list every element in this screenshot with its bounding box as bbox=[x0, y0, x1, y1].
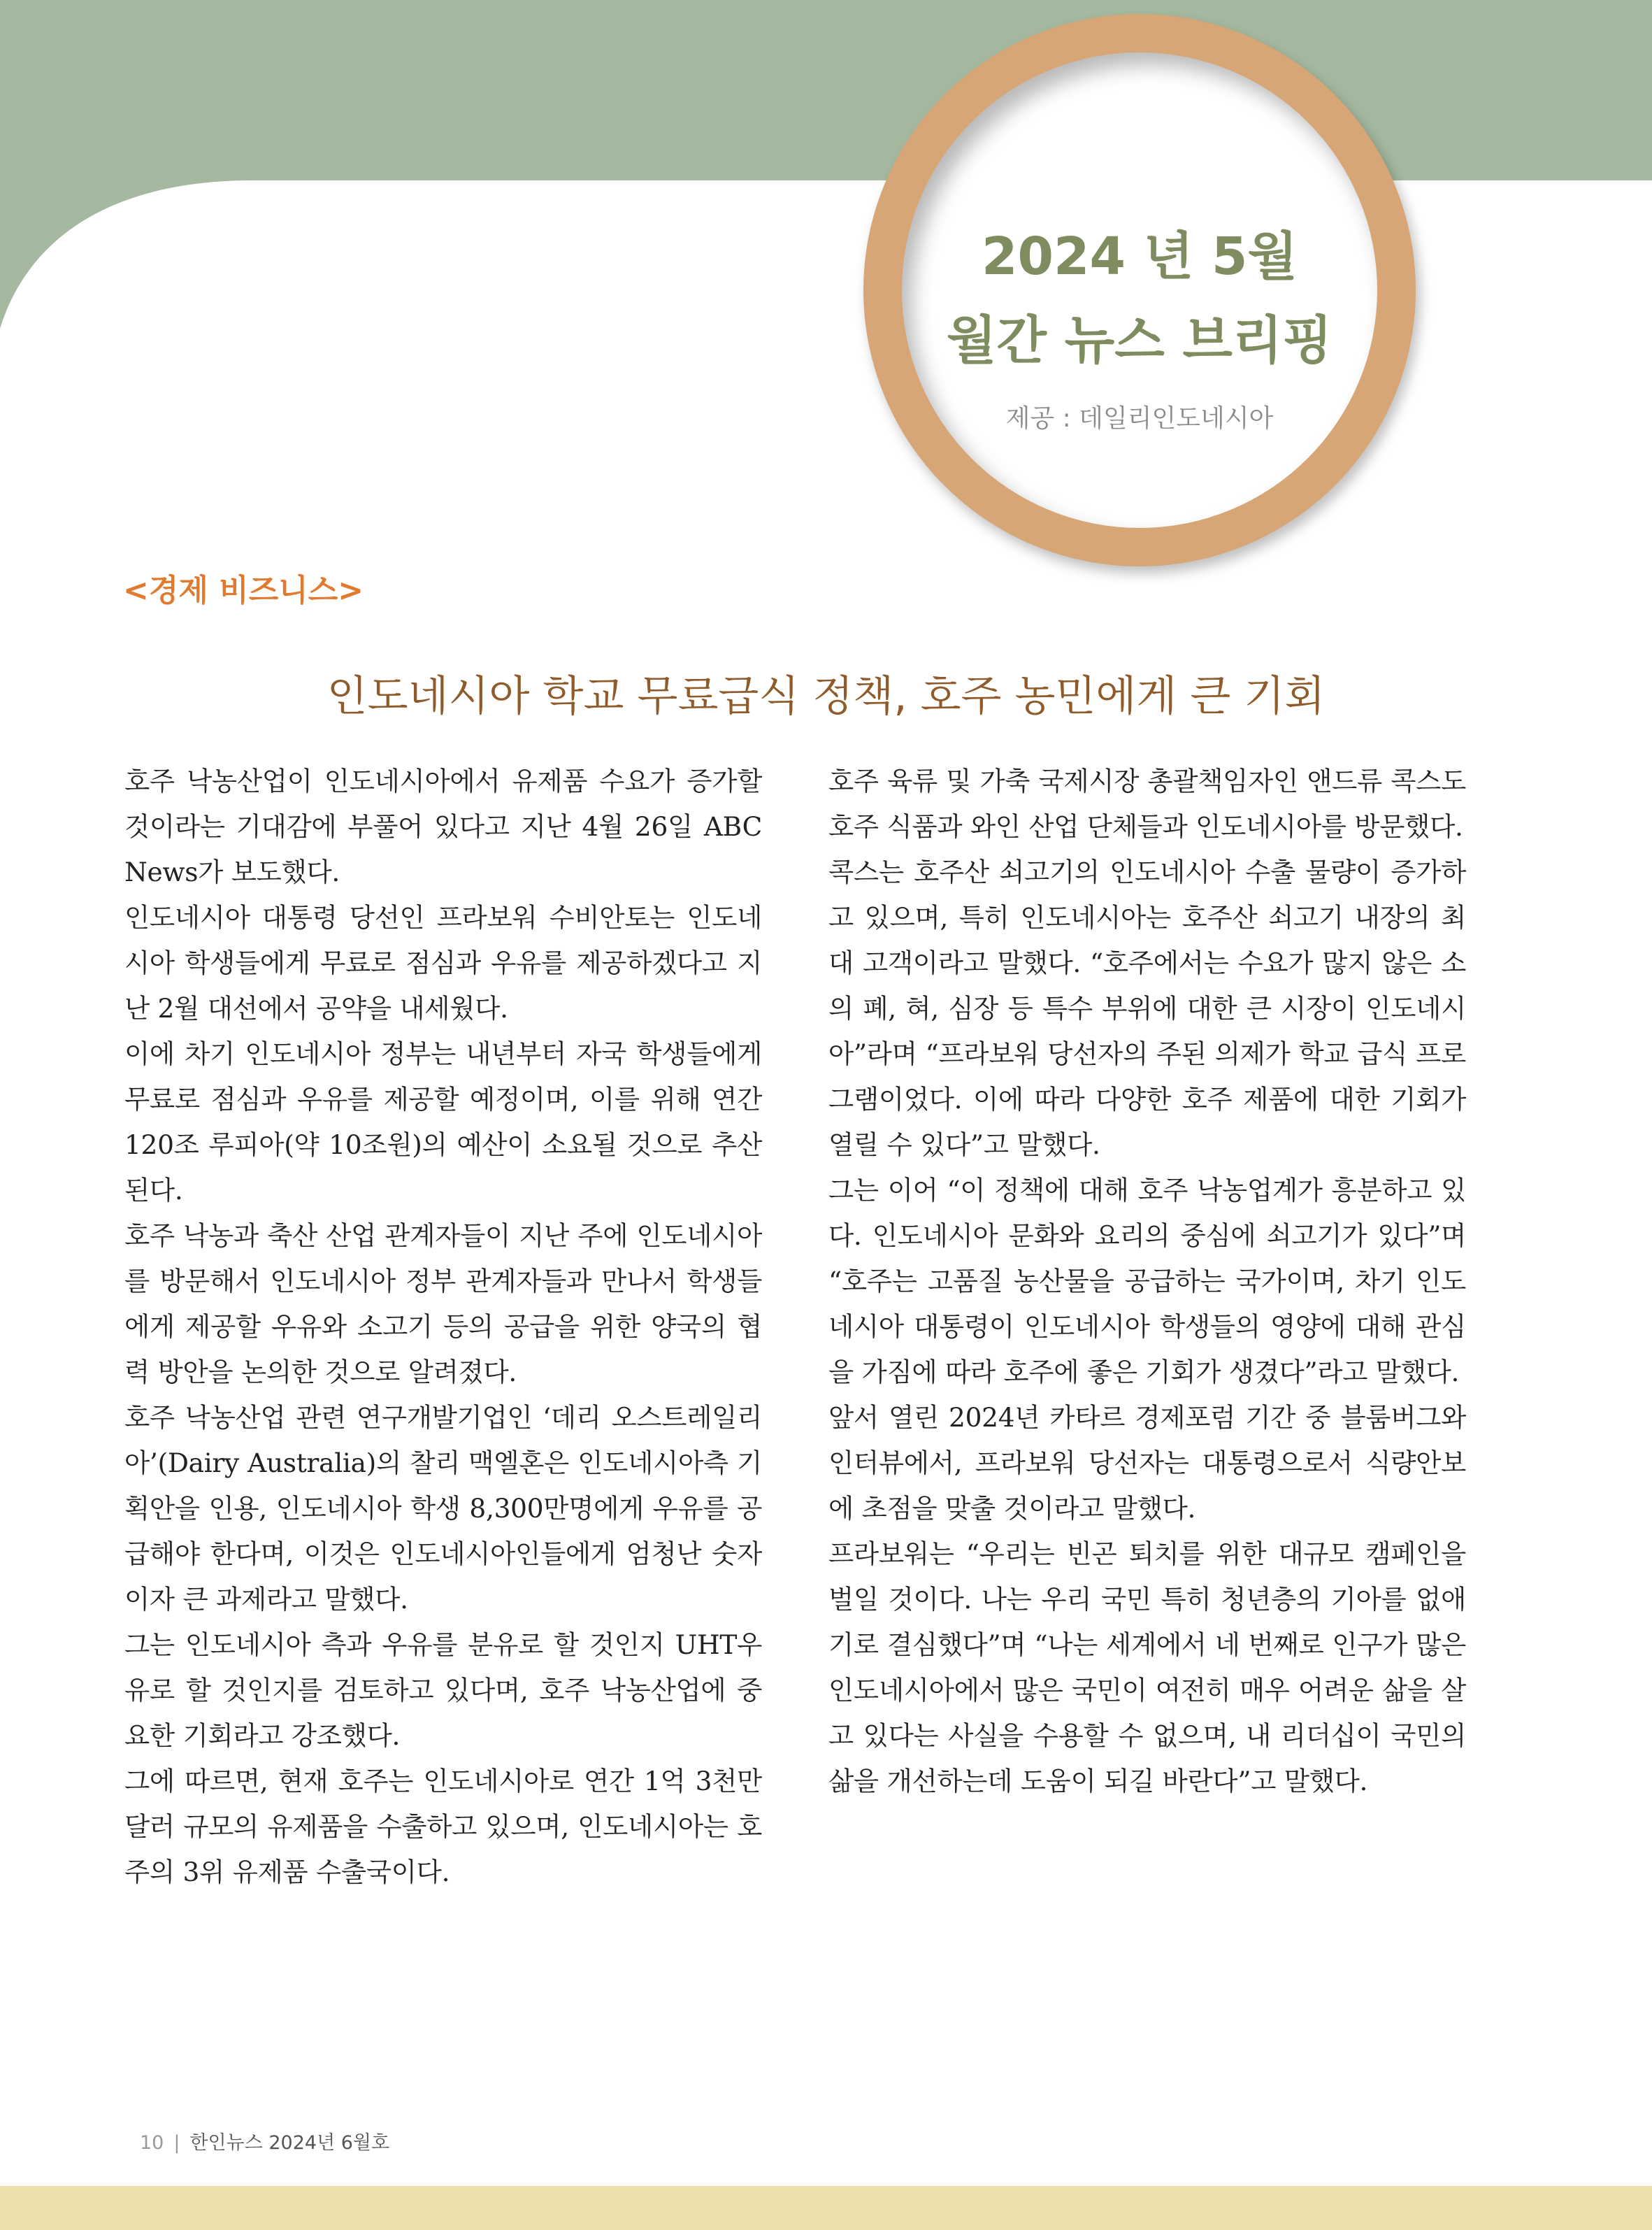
publication-name: 한인뉴스 2024년 6월호 bbox=[189, 2132, 390, 2154]
page-footer bbox=[140, 2127, 389, 2154]
article-paragraph: 앞서 열린 2024년 카타르 경제포럼 기간 중 블룸버그와 인터뷰에서, 프라보워 당선자는 대통령으로서 식량안보에 초점을 맞출 것이라고 말했다. bbox=[828, 1402, 1466, 1524]
article-paragraph: 프라보워는 “우리는 빈곤 퇴치를 위한 대규모 캠페인을 벌일 것이다. 나는 우리 국민 특히 청년층의 기아를 없애기로 결심했다”며 “나는 세계에서 네 번째로 인구가 많은 인도네시아에서 많은 국민이 여전히 매우 어려운 삶을 살고 있다는 사실을 수용할 수 없으며, 내 리더십이 국민의 삶을 개선하는데 도움이 되길 바란다”고 말했다. bbox=[828, 1538, 1466, 1796]
article-paragraph: 호주 낙농산업이 인도네시아에서 유제품 수요가 증가할 것이라는 기대감에 부풀어 있다고 지난 4월 26일 ABC News가 보도했다. bbox=[124, 766, 762, 887]
badge-date-title: 2024 년 5월 bbox=[982, 227, 1298, 287]
article-paragraph: 호주 육류 및 가축 국제시장 총괄책임자인 앤드류 콕스도 호주 식품과 와인 산업 단체들과 인도네시아를 방문했다. bbox=[828, 766, 1466, 842]
article-paragraph: 호주 낙농산업 관련 연구개발기업인 ‘데리 오스트레일리아’(Dairy Australia)의 찰리 맥엘혼은 인도네시아측 기획안을 인용, 인도네시아 학생 8,300만명에게 우유를 공급해야 한다며, 이것은 인도네시아인들에게 엄청난 숫자이자 큰 과제라고 말했다. bbox=[124, 1402, 762, 1615]
footer-color-bar bbox=[0, 2186, 1652, 2230]
badge-main-title: 월간 뉴스 브리핑 bbox=[947, 310, 1333, 371]
article-paragraph: 그는 인도네시아 측과 우유를 분유로 할 것인지 UHT우유로 할 것인지를 검토하고 있다며, 호주 낙농산업에 중요한 기회라고 강조했다. bbox=[124, 1629, 762, 1751]
article-paragraph: 콕스는 호주산 쇠고기의 인도네시아 수출 물량이 증가하고 있으며, 특히 인도네시아는 호주산 쇠고기 내장의 최대 고객이라고 말했다. “호주에서는 수요가 많지 않은 소의 폐, 혀, 심장 등 특수 부위에 대한 큰 시장이 인도네시아”라며 “프라보워 당선자의 주된 의제가 학교 급식 프로그램이었다. 이에 따라 다양한 호주 제품에 대한 기회가 열릴 수 있다”고 말했다. bbox=[828, 857, 1466, 1160]
article-headline: 인도네시아 학교 무료급식 정책, 호주 농민에게 큰 기회 bbox=[326, 672, 1326, 721]
section-category-label: <경제 비즈니스> bbox=[123, 573, 364, 608]
article-paragraph: 그에 따르면, 현재 호주는 인도네시아로 연간 1억 3천만 달러 규모의 유제품을 수출하고 있으며, 인도네시아는 호주의 3위 유제품 수출국이다. bbox=[124, 1766, 762, 1887]
article-paragraph: 호주 낙농과 축산 산업 관계자들이 지난 주에 인도네시아를 방문해서 인도네시아 정부 관계자들과 만나서 학생들에게 제공할 우유와 소고기 등의 공급을 위한 양국의 협력 방안을 논의한 것으로 알려졌다. bbox=[124, 1220, 762, 1387]
page-number: 10 bbox=[140, 2132, 164, 2154]
title-badge-inner bbox=[902, 52, 1377, 528]
article-column-right bbox=[828, 759, 1466, 1804]
title-badge bbox=[863, 14, 1416, 566]
article-column-left bbox=[124, 759, 762, 1895]
article-paragraph: 인도네시아 대통령 당선인 프라보워 수비안토는 인도네시아 학생들에게 무료로 점심과 우유를 제공하겠다고 지난 2월 대선에서 공약을 내세웠다. bbox=[124, 902, 762, 1024]
footer-separator: | bbox=[173, 2132, 180, 2154]
article-paragraph: 그는 이어 “이 정책에 대해 호주 낙농업계가 흥분하고 있다. 인도네시아 문화와 요리의 중심에 쇠고기가 있다”며 “호주는 고품질 농산물을 공급하는 국가이며, 차기 인도네시아 대통령이 인도네시아 학생들의 영양에 대해 관심을 가짐에 따라 호주에 좋은 기회가 생겼다”라고 말했다. bbox=[828, 1175, 1466, 1387]
article-paragraph: 이에 차기 인도네시아 정부는 내년부터 자국 학생들에게 무료로 점심과 우유를 제공할 예정이며, 이를 위해 연간 120조 루피아(약 10조원)의 예산이 소요될 것으로 추산된다. bbox=[124, 1038, 762, 1206]
badge-source-credit: 제공 : 데일리인도네시아 bbox=[1005, 404, 1274, 433]
